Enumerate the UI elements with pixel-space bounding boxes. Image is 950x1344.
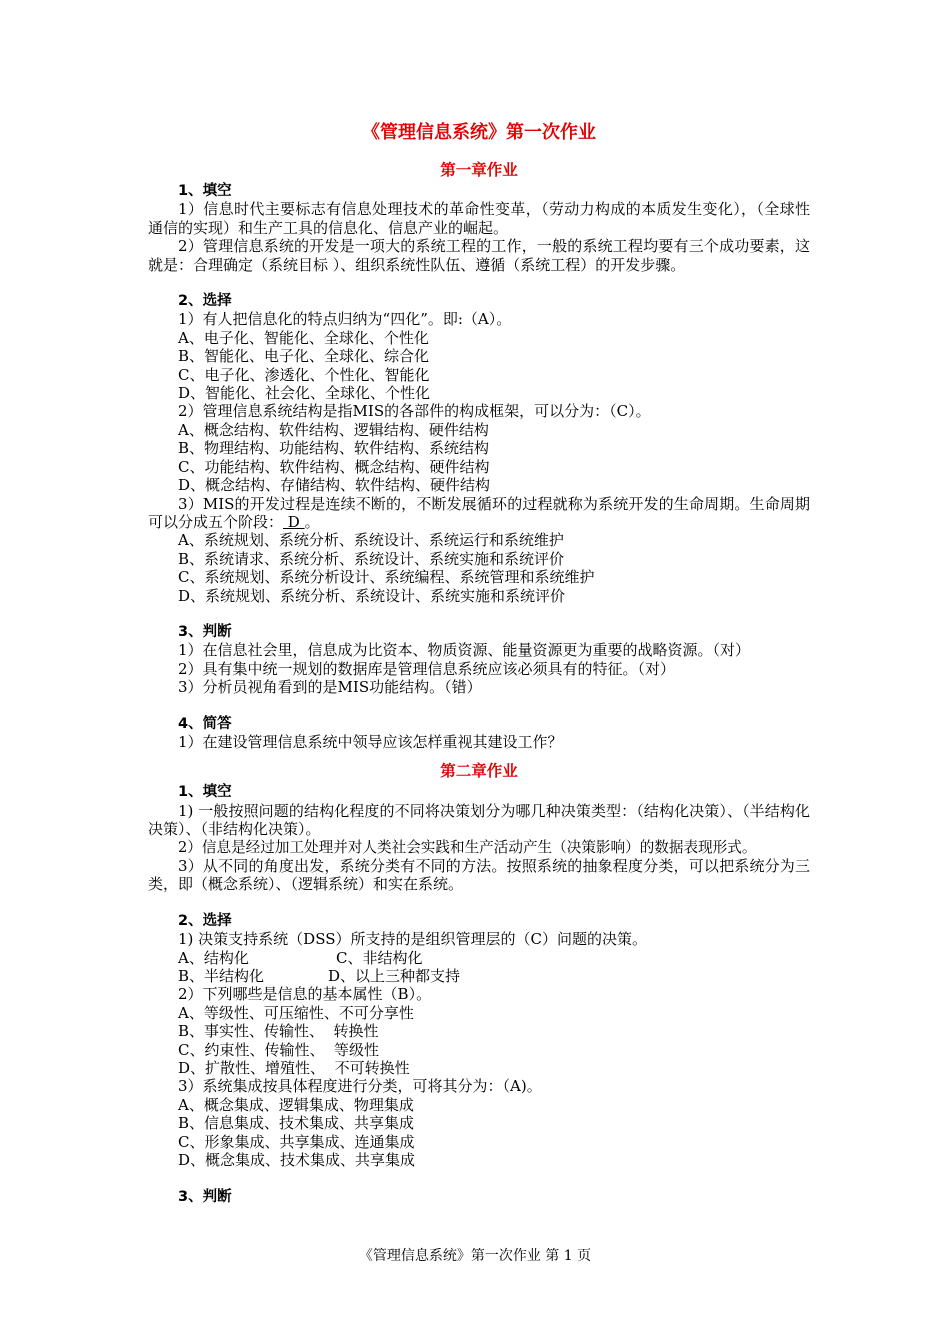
judge-item: 3）分析员视角看到的是MIS功能结构。（错） (178, 678, 482, 697)
ch2-choice-q3: 3）系统集成按具体程度进行分类，可将其分为：（A)。 (178, 1077, 542, 1096)
option: B、物理结构、功能结构、软件结构、系统结构 (178, 439, 490, 458)
chapter-2-title: 第二章作业 (440, 762, 518, 781)
short-item: 1）在建设管理信息系统中领导应该怎样重视其建设工作？ (178, 732, 563, 751)
judge-item: 2）具有集中统一规划的数据库是管理信息系统应该必须具有的特征。（对） (178, 659, 676, 678)
ch1-fill-q1: 1）信息时代主要标志有信息处理技术的革命性变革，（劳动力构成的本质发生变化），（全球性通信的实现）和生产工具的信息化、信息产业的崛起。 (148, 200, 810, 237)
ch2-choice-q2: 2）下列哪些是信息的基本属性（B）。 (178, 985, 432, 1004)
option: D、概念集成、技术集成、共享集成 (178, 1151, 416, 1170)
option: C、电子化、渗透化、个性化、智能化 (178, 365, 430, 384)
q3-text: 3）MIS的开发过程是连续不断的，不断发展循环的过程就称为系统开发的生命周期。生命周期可以分成五个阶段： (148, 494, 810, 531)
option: B、半结构化 (178, 967, 265, 986)
ch1-choice-q2: 2）管理信息系统结构是指MIS的各部件的构成框架，可以分为：（C）。 (178, 402, 651, 421)
spacer (148, 894, 810, 912)
ch1-choice-heading: 2、选择 (178, 293, 232, 310)
option: D、概念结构、存储结构、软件结构、硬件结构 (178, 476, 491, 495)
spacer (148, 697, 810, 715)
option: A、概念结构、软件结构、逻辑结构、硬件结构 (178, 420, 489, 439)
option: A、概念集成、逻辑集成、物理集成 (178, 1095, 414, 1114)
document-title: 《管理信息系统》第一次作业 (362, 122, 596, 143)
option: C、非结构化 (336, 948, 423, 967)
option: D、以上三种都支持 (328, 967, 461, 986)
spacer (148, 1170, 810, 1188)
spacer (148, 605, 810, 623)
ch2-fill-q2: 2）信息是经过加工处理并对人类社会实践和生产活动产生（决策影响）的数据表现形式。 (178, 838, 757, 856)
option: C、功能结构、软件结构、概念结构、硬件结构 (178, 457, 490, 476)
ch2-judge-heading: 3、判断 (178, 1188, 232, 1205)
chapter-1-title: 第一章作业 (440, 161, 518, 179)
option: D、智能化、社会化、全球化、个性化 (178, 384, 431, 403)
judge-item: 1）在信息社会里，信息成为比资本、物质资源、能量资源更为重要的战略资源。（对） (178, 641, 751, 660)
option: B、信息集成、技术集成、共享集成 (178, 1114, 415, 1133)
document-body (148, 120, 810, 1206)
option: C、系统规划、系统分析设计、系统编程、系统管理和系统维护 (178, 568, 595, 587)
option: D、系统规划、系统分析、系统设计、系统实施和系统评价 (178, 586, 566, 605)
option: B、系统请求、系统分析、系统设计、系统实施和系统评价 (178, 549, 565, 568)
spacer (148, 274, 810, 292)
ch2-choice-heading: 2、选择 (178, 912, 232, 929)
option-row (148, 967, 810, 985)
ch1-choice-q3 (148, 495, 810, 532)
option: A、结构化 (178, 948, 249, 967)
option: C、形象集成、共享集成、连通集成 (178, 1132, 415, 1151)
ch2-fill-heading: 1、填空 (178, 784, 232, 801)
option: B、事实性、传输性、 转换性 (178, 1022, 379, 1041)
ch2-fill-q3: 3）从不同的角度出发，系统分类有不同的方法。按照系统的抽象程度分类，可以把系统分为三类，即（概念系统）、（逻辑系统）和实在系统。 (148, 857, 810, 894)
ch1-fill-q2: 2）管理信息系统的开发是一项大的系统工程的工作，一般的系统工程均要有三个成功要素，这就是：合理确定（系统目标 ）、组织系统性队伍、遵循（系统工程）的开发步骤。 (148, 237, 810, 274)
option: A、电子化、智能化、全球化、个性化 (178, 328, 429, 347)
page-footer: 《管理信息系统》第一次作业 第 1 页 (358, 1248, 592, 1264)
q3-end: 。 (304, 512, 320, 531)
option: D、扩散性、增殖性、 不可转换性 (178, 1059, 410, 1078)
option: B、智能化、电子化、全球化、综合化 (178, 347, 430, 366)
option: A、系统规划、系统分析、系统设计、系统运行和系统维护 (178, 531, 564, 550)
q3-answer: D (283, 512, 305, 531)
ch1-short-heading: 4、简答 (178, 715, 232, 732)
ch1-fill-heading: 1、填空 (178, 183, 232, 199)
option-row (148, 949, 810, 967)
ch2-choice-q1: 1) 决策支持系统（DSS）所支持的是组织管理层的（C）问题的决策。 (178, 930, 647, 949)
option: C、约束性、传输性、 等级性 (178, 1040, 380, 1059)
option: A、等级性、可压缩性、不可分享性 (178, 1003, 414, 1022)
ch1-choice-q1: 1）有人把信息化的特点归纳为“四化”。即:（A）。 (178, 310, 512, 329)
ch1-judge-heading: 3、判断 (178, 623, 232, 640)
ch2-fill-q1: 1) 一般按照问题的结构化程度的不同将决策划分为哪几种决策类型：（结构化决策）、（半结构化决策）、（非结构化决策）。 (148, 801, 810, 839)
spacer (148, 751, 810, 761)
